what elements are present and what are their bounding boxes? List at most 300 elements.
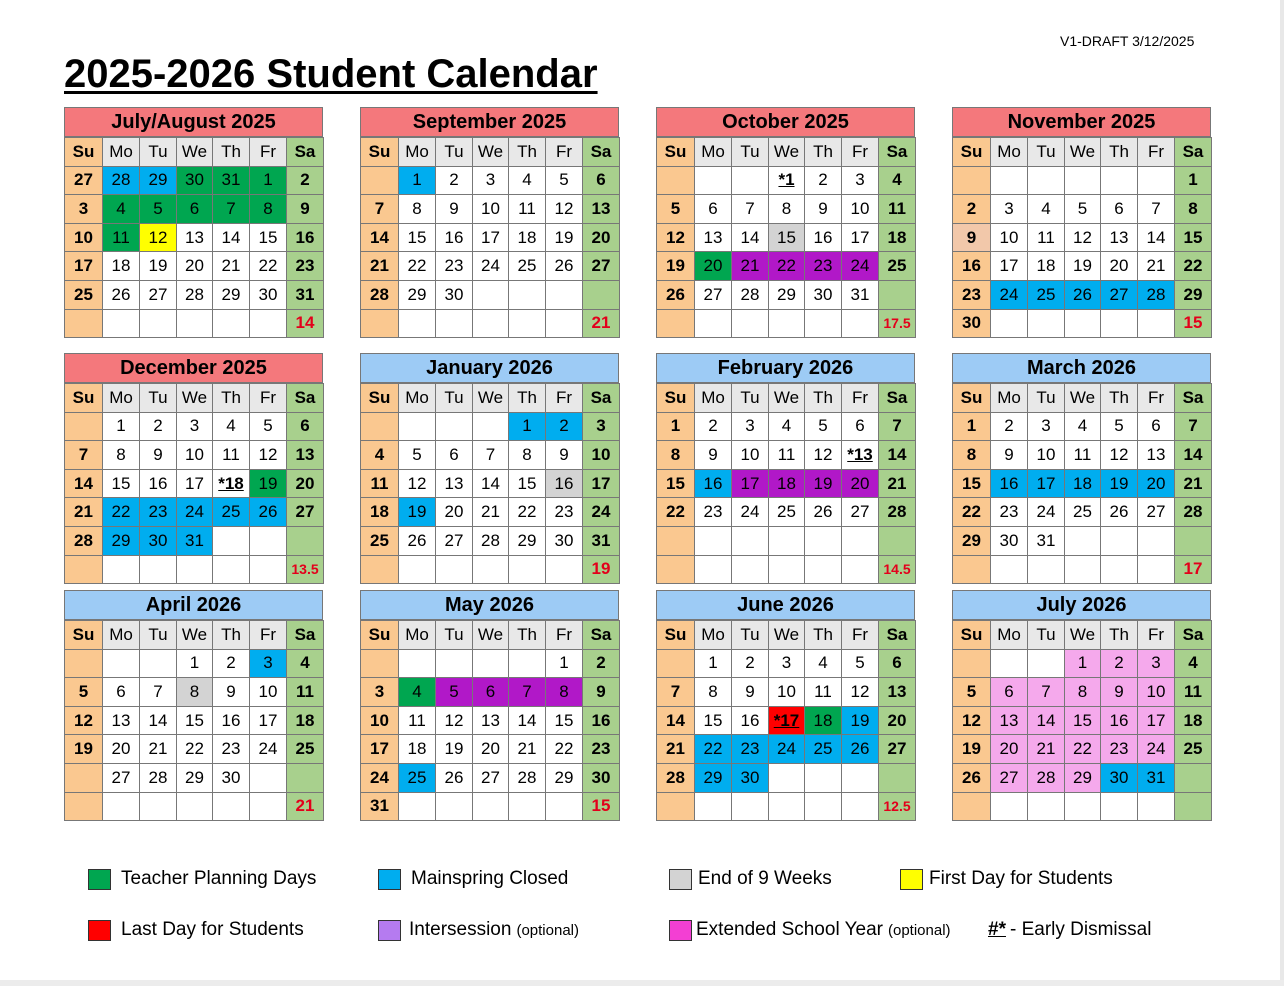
day-cell: 14 xyxy=(1175,441,1212,470)
month-title: December 2025 xyxy=(64,353,323,383)
legend-label: Last Day for Students xyxy=(121,919,304,940)
weekday-header: We xyxy=(769,621,805,650)
day-cell xyxy=(213,555,250,584)
day-cell: 30 xyxy=(991,526,1028,555)
weekday-header: Su xyxy=(657,621,695,650)
weekday-header: Th xyxy=(805,138,842,167)
day-cell: 29 xyxy=(509,526,546,555)
day-cell xyxy=(177,792,213,821)
day-cell xyxy=(769,792,805,821)
day-cell: 15 xyxy=(953,469,991,498)
day-cell: 20 xyxy=(103,735,140,764)
day-cell xyxy=(65,792,103,821)
day-cell: 26 xyxy=(842,735,879,764)
day-cell: 22 xyxy=(953,498,991,527)
day-cell: 17 xyxy=(473,223,509,252)
instruction-day-count: 14 xyxy=(287,309,324,338)
day-cell: 28 xyxy=(140,763,177,792)
day-cell: 26 xyxy=(805,498,842,527)
day-cell: 10 xyxy=(1028,441,1065,470)
day-cell: 19 xyxy=(65,735,103,764)
day-cell xyxy=(732,166,769,195)
month-title: January 2026 xyxy=(360,353,619,383)
legend-swatch xyxy=(88,869,111,890)
day-cell: 21 xyxy=(213,252,250,281)
day-cell: 14 xyxy=(140,706,177,735)
month-may-2026 xyxy=(360,590,619,821)
day-cell: 5 xyxy=(250,412,287,441)
day-cell: 15 xyxy=(1175,223,1212,252)
day-cell: 16 xyxy=(287,223,324,252)
weekday-header: Th xyxy=(1101,384,1138,413)
day-cell: 1 xyxy=(509,412,546,441)
day-cell xyxy=(250,309,287,338)
weekday-header: Tu xyxy=(436,138,473,167)
day-cell: 8 xyxy=(769,195,805,224)
day-cell xyxy=(1065,792,1101,821)
day-cell xyxy=(805,526,842,555)
day-cell xyxy=(213,792,250,821)
month-title: October 2025 xyxy=(656,107,915,137)
day-cell: 7 xyxy=(1175,412,1212,441)
day-cell: 13 xyxy=(177,223,213,252)
instruction-day-count: 14.5 xyxy=(879,555,916,584)
day-cell: 1 xyxy=(657,412,695,441)
weekday-header: Mo xyxy=(103,384,140,413)
month-july-2026 xyxy=(952,590,1211,821)
day-cell: 2 xyxy=(583,649,620,678)
day-cell: 10 xyxy=(361,706,399,735)
day-cell: 30 xyxy=(436,280,473,309)
day-cell xyxy=(732,792,769,821)
legend-swatch xyxy=(378,869,401,890)
day-cell: 19 xyxy=(140,252,177,281)
day-cell: 22 xyxy=(1065,735,1101,764)
month-title: June 2026 xyxy=(656,590,915,620)
day-cell: 25 xyxy=(879,252,916,281)
weekday-header: Th xyxy=(213,621,250,650)
weekday-header: Fr xyxy=(1138,138,1175,167)
day-cell xyxy=(250,526,287,555)
day-cell: 6 xyxy=(103,678,140,707)
day-cell: 6 xyxy=(842,412,879,441)
instruction-day-count: 17.5 xyxy=(879,309,916,338)
day-cell: 10 xyxy=(473,195,509,224)
day-cell xyxy=(1101,526,1138,555)
day-cell: 12 xyxy=(140,223,177,252)
day-cell: 22 xyxy=(657,498,695,527)
day-cell: 24 xyxy=(250,735,287,764)
page-title: 2025-2026 Student Calendar xyxy=(64,52,598,96)
day-cell: 13 xyxy=(436,469,473,498)
day-cell xyxy=(1065,555,1101,584)
day-cell: 25 xyxy=(1065,498,1101,527)
day-cell: 31 xyxy=(287,280,324,309)
legend-swatch xyxy=(900,869,923,890)
day-cell: 10 xyxy=(583,441,620,470)
month-february-2026 xyxy=(656,353,915,584)
day-cell: 7 xyxy=(213,195,250,224)
weekday-header: Fr xyxy=(546,384,583,413)
day-cell xyxy=(65,763,103,792)
weekday-header: Th xyxy=(1101,621,1138,650)
day-cell xyxy=(399,792,436,821)
day-cell: 27 xyxy=(103,763,140,792)
day-cell xyxy=(509,280,546,309)
day-cell: 25 xyxy=(1175,735,1212,764)
day-cell: 3 xyxy=(177,412,213,441)
day-cell: 4 xyxy=(103,195,140,224)
day-cell: 16 xyxy=(1101,706,1138,735)
weekday-header: Tu xyxy=(732,621,769,650)
day-cell: 7 xyxy=(1138,195,1175,224)
weekday-header: Su xyxy=(657,384,695,413)
legend-note: (optional) xyxy=(516,921,579,939)
day-cell xyxy=(695,555,732,584)
legend-end-of-9-weeks xyxy=(669,868,832,890)
day-cell: 25 xyxy=(361,526,399,555)
day-cell xyxy=(657,166,695,195)
day-cell: 21 xyxy=(1138,252,1175,281)
day-cell xyxy=(546,555,583,584)
day-cell xyxy=(436,792,473,821)
weekday-header: We xyxy=(473,138,509,167)
day-cell xyxy=(361,412,399,441)
day-cell xyxy=(695,526,732,555)
day-cell: 14 xyxy=(879,441,916,470)
day-cell: 30 xyxy=(250,280,287,309)
day-cell: 19 xyxy=(250,469,287,498)
day-cell xyxy=(879,526,916,555)
day-cell: *1 xyxy=(769,166,805,195)
day-cell xyxy=(732,526,769,555)
day-cell: 13 xyxy=(1101,223,1138,252)
day-cell: 3 xyxy=(842,166,879,195)
day-cell: *17 xyxy=(769,706,805,735)
weekday-header: Th xyxy=(213,138,250,167)
day-cell: 5 xyxy=(1101,412,1138,441)
day-cell: 26 xyxy=(399,526,436,555)
weekday-header: We xyxy=(1065,384,1101,413)
day-cell: 6 xyxy=(1138,412,1175,441)
day-cell: 9 xyxy=(583,678,620,707)
day-cell: 24 xyxy=(583,498,620,527)
day-cell: 24 xyxy=(361,763,399,792)
day-cell: 9 xyxy=(695,441,732,470)
day-cell: 1 xyxy=(1065,649,1101,678)
day-cell: 21 xyxy=(732,252,769,281)
day-cell: 31 xyxy=(361,792,399,821)
day-cell: 20 xyxy=(695,252,732,281)
day-cell: 2 xyxy=(1101,649,1138,678)
day-cell: 4 xyxy=(287,649,324,678)
day-cell: 15 xyxy=(177,706,213,735)
day-cell: 11 xyxy=(399,706,436,735)
day-cell: 6 xyxy=(991,678,1028,707)
day-cell xyxy=(1028,555,1065,584)
instruction-day-count: 13.5 xyxy=(287,555,324,584)
day-cell: 20 xyxy=(436,498,473,527)
weekday-header: Tu xyxy=(1028,384,1065,413)
day-cell: 17 xyxy=(583,469,620,498)
day-cell xyxy=(287,763,324,792)
day-cell: 14 xyxy=(1138,223,1175,252)
day-cell: 4 xyxy=(399,678,436,707)
day-cell: 14 xyxy=(509,706,546,735)
month-september-2025 xyxy=(360,107,619,338)
day-cell: 12 xyxy=(805,441,842,470)
month-june-2026 xyxy=(656,590,915,821)
day-cell xyxy=(991,555,1028,584)
day-cell: 2 xyxy=(953,195,991,224)
month-march-2026 xyxy=(952,353,1211,584)
day-cell: 18 xyxy=(361,498,399,527)
day-cell xyxy=(805,309,842,338)
day-cell: 29 xyxy=(953,526,991,555)
day-cell: 22 xyxy=(769,252,805,281)
legend-label: Extended School Year xyxy=(696,919,883,940)
day-cell: 18 xyxy=(1028,252,1065,281)
day-cell: 23 xyxy=(732,735,769,764)
day-cell: 7 xyxy=(65,441,103,470)
day-cell: 5 xyxy=(436,678,473,707)
day-cell: 2 xyxy=(805,166,842,195)
day-cell: 12 xyxy=(1101,441,1138,470)
day-cell: 3 xyxy=(361,678,399,707)
weekday-header: We xyxy=(1065,138,1101,167)
day-cell: 30 xyxy=(732,763,769,792)
day-cell: 17 xyxy=(177,469,213,498)
day-cell: 24 xyxy=(991,280,1028,309)
day-cell: 15 xyxy=(509,469,546,498)
day-cell: 13 xyxy=(879,678,916,707)
day-cell: 11 xyxy=(287,678,324,707)
day-cell xyxy=(1065,526,1101,555)
weekday-header: Sa xyxy=(583,621,620,650)
weekday-header: We xyxy=(769,138,805,167)
day-cell: 5 xyxy=(1065,195,1101,224)
day-cell: 22 xyxy=(546,735,583,764)
weekday-header: Tu xyxy=(436,384,473,413)
day-cell: 7 xyxy=(657,678,695,707)
day-cell: 23 xyxy=(287,252,324,281)
day-cell xyxy=(250,792,287,821)
day-cell: 25 xyxy=(1028,280,1065,309)
day-cell: 18 xyxy=(287,706,324,735)
day-cell: 5 xyxy=(953,678,991,707)
day-cell: 29 xyxy=(103,526,140,555)
day-cell: 22 xyxy=(103,498,140,527)
day-cell: 2 xyxy=(991,412,1028,441)
month-title: February 2026 xyxy=(656,353,915,383)
day-cell xyxy=(842,792,879,821)
day-cell xyxy=(436,412,473,441)
day-cell: 30 xyxy=(953,309,991,338)
day-cell: 13 xyxy=(287,441,324,470)
month-july-august-2025 xyxy=(64,107,323,338)
day-cell: 23 xyxy=(436,252,473,281)
day-cell xyxy=(546,280,583,309)
month-title: September 2025 xyxy=(360,107,619,137)
day-cell: 8 xyxy=(695,678,732,707)
day-cell: 26 xyxy=(1065,280,1101,309)
day-cell xyxy=(842,309,879,338)
weekday-header: Tu xyxy=(140,621,177,650)
day-cell xyxy=(250,555,287,584)
day-cell: 13 xyxy=(1138,441,1175,470)
month-december-2025 xyxy=(64,353,323,584)
day-cell: 17 xyxy=(1028,469,1065,498)
day-cell: 28 xyxy=(732,280,769,309)
day-cell: 2 xyxy=(436,166,473,195)
weekday-header: We xyxy=(473,384,509,413)
day-cell: 11 xyxy=(805,678,842,707)
day-cell xyxy=(546,309,583,338)
legend-swatch xyxy=(88,920,111,941)
weekday-header: Th xyxy=(213,384,250,413)
day-cell: 1 xyxy=(399,166,436,195)
day-cell: 29 xyxy=(140,166,177,195)
day-cell xyxy=(769,763,805,792)
legend-swatch xyxy=(669,869,692,890)
legend-label: End of 9 Weeks xyxy=(698,868,832,889)
day-cell: 26 xyxy=(953,763,991,792)
day-cell: 17 xyxy=(361,735,399,764)
day-cell xyxy=(361,555,399,584)
day-cell: 12 xyxy=(842,678,879,707)
day-cell xyxy=(140,792,177,821)
day-cell xyxy=(1065,309,1101,338)
day-cell: 19 xyxy=(953,735,991,764)
page-edge-bottom xyxy=(0,980,1284,986)
day-cell: 11 xyxy=(1175,678,1212,707)
day-cell xyxy=(546,792,583,821)
day-cell xyxy=(399,649,436,678)
weekday-header: Tu xyxy=(140,138,177,167)
day-cell: 28 xyxy=(1028,763,1065,792)
instruction-day-count: 17 xyxy=(1175,555,1212,584)
day-cell xyxy=(879,763,916,792)
day-cell: 5 xyxy=(399,441,436,470)
day-cell: 23 xyxy=(953,280,991,309)
day-cell xyxy=(732,309,769,338)
day-cell: 8 xyxy=(250,195,287,224)
day-cell: 9 xyxy=(991,441,1028,470)
day-cell: 7 xyxy=(732,195,769,224)
day-cell: 15 xyxy=(769,223,805,252)
day-cell: 15 xyxy=(399,223,436,252)
day-cell: 6 xyxy=(177,195,213,224)
day-cell: 11 xyxy=(213,441,250,470)
day-cell: 10 xyxy=(177,441,213,470)
day-cell: 12 xyxy=(657,223,695,252)
day-cell: 6 xyxy=(583,166,620,195)
legend-label: Intersession xyxy=(409,919,512,940)
weekday-header: Tu xyxy=(140,384,177,413)
weekday-header: Mo xyxy=(695,621,732,650)
day-cell xyxy=(65,309,103,338)
day-cell: 18 xyxy=(879,223,916,252)
day-cell: 28 xyxy=(1138,280,1175,309)
day-cell: 8 xyxy=(399,195,436,224)
day-cell xyxy=(361,166,399,195)
day-cell: 2 xyxy=(546,412,583,441)
day-cell xyxy=(991,309,1028,338)
day-cell xyxy=(657,792,695,821)
day-cell xyxy=(953,555,991,584)
day-cell: 9 xyxy=(436,195,473,224)
weekday-header: Sa xyxy=(1175,621,1212,650)
day-cell: 8 xyxy=(177,678,213,707)
weekday-header: Th xyxy=(805,384,842,413)
day-cell xyxy=(213,309,250,338)
day-cell: 29 xyxy=(213,280,250,309)
day-cell: 31 xyxy=(583,526,620,555)
day-cell: 4 xyxy=(769,412,805,441)
legend-teacher-planning xyxy=(88,868,316,890)
day-cell: 2 xyxy=(695,412,732,441)
day-cell: 17 xyxy=(842,223,879,252)
month-title: April 2026 xyxy=(64,590,323,620)
day-cell: 30 xyxy=(213,763,250,792)
day-cell: 4 xyxy=(1028,195,1065,224)
day-cell xyxy=(509,309,546,338)
day-cell xyxy=(657,555,695,584)
month-november-2025 xyxy=(952,107,1211,338)
day-cell: 16 xyxy=(695,469,732,498)
day-cell: 28 xyxy=(879,498,916,527)
day-cell: 26 xyxy=(250,498,287,527)
day-cell: 23 xyxy=(213,735,250,764)
day-cell xyxy=(769,526,805,555)
legend-note: (optional) xyxy=(888,921,951,939)
day-cell: 11 xyxy=(1028,223,1065,252)
day-cell: 30 xyxy=(546,526,583,555)
day-cell: 26 xyxy=(546,252,583,281)
day-cell: 9 xyxy=(287,195,324,224)
day-cell xyxy=(399,412,436,441)
day-cell: 29 xyxy=(695,763,732,792)
day-cell xyxy=(953,792,991,821)
day-cell: 29 xyxy=(1065,763,1101,792)
legend-mainspring-closed xyxy=(378,868,568,890)
day-cell xyxy=(65,555,103,584)
day-cell: 11 xyxy=(509,195,546,224)
day-cell xyxy=(250,763,287,792)
weekday-header: Sa xyxy=(287,384,324,413)
weekday-header: Sa xyxy=(1175,384,1212,413)
day-cell: 24 xyxy=(769,735,805,764)
day-cell: 17 xyxy=(250,706,287,735)
day-cell: 7 xyxy=(140,678,177,707)
day-cell: 19 xyxy=(1101,469,1138,498)
weekday-header: Fr xyxy=(842,621,879,650)
weekday-header: Mo xyxy=(695,138,732,167)
day-cell: 11 xyxy=(103,223,140,252)
weekday-header: Su xyxy=(953,138,991,167)
day-cell: 27 xyxy=(1101,280,1138,309)
day-cell: 8 xyxy=(953,441,991,470)
day-cell: 14 xyxy=(1028,706,1065,735)
day-cell: 8 xyxy=(546,678,583,707)
weekday-header: Fr xyxy=(842,384,879,413)
day-cell xyxy=(177,555,213,584)
day-cell: 28 xyxy=(1175,498,1212,527)
day-cell: 5 xyxy=(657,195,695,224)
day-cell: 17 xyxy=(1138,706,1175,735)
weekday-header: Sa xyxy=(583,384,620,413)
day-cell xyxy=(1138,792,1175,821)
